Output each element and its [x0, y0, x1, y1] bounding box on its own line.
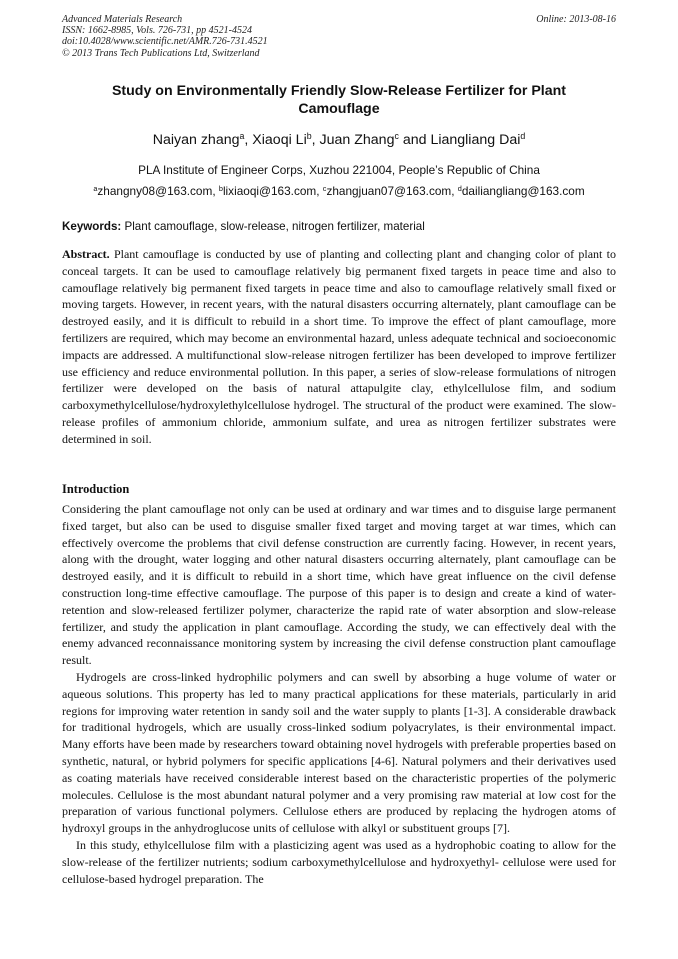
paper-title: Study on Environmentally Friendly Slow-Release Fertilizer for Plant Camouflage: [111, 83, 567, 117]
introduction-heading: Introduction: [62, 482, 130, 496]
journal-header: [62, 14, 616, 59]
introduction-body: [62, 501, 616, 887]
author-2: Xiaoqi Li$^b$,: [252, 131, 320, 148]
intro-paragraph-2: Hydrogels are cross-linked hydrophilic polymers and can swell by absorbing a huge volume of water or aqueous solutions. This property has led to many practical applications for these materials, particularly in arid regions for improving water retention in sandy soil and the water supply to plants [1-3]. A considerable drawback for traditional hydrogels, which are usually cross-linked sodium polyacrylates, is their environmental impact. Many efforts have been made by researchers toward obtaining novel hydrogels with preferable properties based on synthetic, natural, or hybrid polymers for specific applications [4-6]. Natural polymers and their derivatives used as coating materials have received considerable interest based on the characteristic properties of the polymeric molecules. Cellulose is the most abundant natural polymer and a very promising raw material at low cost for the preparation of various functional polymers. Cellulose ethers are produced by replacing the hydrogen atoms of hydroxyl groups in the anhydroglucose units of cellulose with alkyl or substituent groups [7].: [62, 669, 616, 836]
author-list: [40, 131, 638, 149]
doi-line: doi:10.4028/www.scientific.net/AMR.726-731.4521: [62, 36, 268, 48]
keywords: [62, 219, 616, 234]
email-1: $^a$zhangny08@163.com,: [93, 183, 219, 198]
affiliation: PLA Institute of Engineer Corps, Xuzhou 221004, People’s Republic of China: [138, 163, 540, 177]
abstract: [62, 246, 616, 448]
journal-name: Advanced Materials Research: [62, 14, 183, 25]
email-3: $^c$zhangjuan07@163.com,: [322, 183, 458, 198]
intro-paragraph-1: Considering the plant camouflage not only can be used at ordinary and war times and to disguise large permanent fixed target, but also can be used to disguise smaller fixed target and moving target at war times, which can effectively overcome the problems that civil defense construction are currently facing. However, in recent years, along with the drought, water logging and other natural disasters occurring alternately, plant camouflage can be destroyed easily, and it is difficult to rebuild in a short time, which have great influence on the civil defense construction long-time effective camouflage. The purpose of this paper is to design and create a kind of water-retention and slow-released fertilizer polymer, characterize the rapid rate of water absorption and slow-release fertilizer, and study the application in plant camouflage. According the study, we can effectively deal with the enemy advanced reconnaissance monitoring system by increasing the civil defense construction plant camouflage result.: [62, 502, 616, 668]
keywords-text: Plant camouflage, slow-release, nitrogen fertilizer, material: [121, 220, 425, 233]
author-3: Juan Zhang$^c$ and: [319, 131, 431, 148]
email-list: [20, 184, 658, 199]
keywords-label: Keywords:: [62, 220, 122, 233]
copyright-line: © 2013 Trans Tech Publications Ltd, Switzerland: [62, 47, 260, 59]
online-date: Online: 2013-08-16: [536, 14, 616, 25]
author-4: Liangliang Dai$^d$: [430, 131, 526, 148]
email-2: $^b$lixiaoqi@163.com,: [218, 183, 323, 198]
abstract-label: Abstract.: [62, 247, 110, 261]
abstract-text: Plant camouflage is conducted by use of planting and collecting plant and changing color of plant to conceal targets. It can be used to camouflage relatively big permanent fixed targets in peace time and also to camouflage relatively big permanent fixed targets in peace time and also to camouflage relatively small fixed or moving targets. However, in recent years, with the natural disasters occurring alternately, plant camouflage can be destroyed easily, and it is difficult to rebuild in a short time. To improve the effect of plant camouflage, more fertilizers are required, which may become an environmental hazard, unless adequate technical and socioeconomic impacts are addressed. A multifunctional slow-release nitrogen fertilizer has been developed to improve fertilizer use efficiency and reduce environmental pollution. In this paper, a series of slow-release formulations of nitrogen fertilizer were developed on the basis of natural attapulgite clay, ethylcellulose film, and sodium carboxymethylcellulose/hydroxylethylcellulose hydrogel. The structural of the product were examined. The slow-release profiles of ammonium chloride, ammonium sulfate, and urea as nitrogen fertilizer substrates were determined in soil.: [62, 247, 616, 446]
issn-line: ISSN: 1662-8985, Vols. 726-731, pp 4521-4524: [62, 25, 252, 37]
intro-paragraph-3: In this study, ethylcellulose film with a plasticizing agent was used as a hydrophobic coating to allow for the slow-release of the fertilizer nutrients; sodium carboxymethylcellulose and hydroxyethyl- cellulose were used for cellulose-based hydrogel preparation. The: [62, 837, 616, 886]
email-4: $^d$dailiangliang@163.com: [457, 183, 585, 198]
author-1: Naiyan zhang$^a$,: [152, 131, 253, 148]
